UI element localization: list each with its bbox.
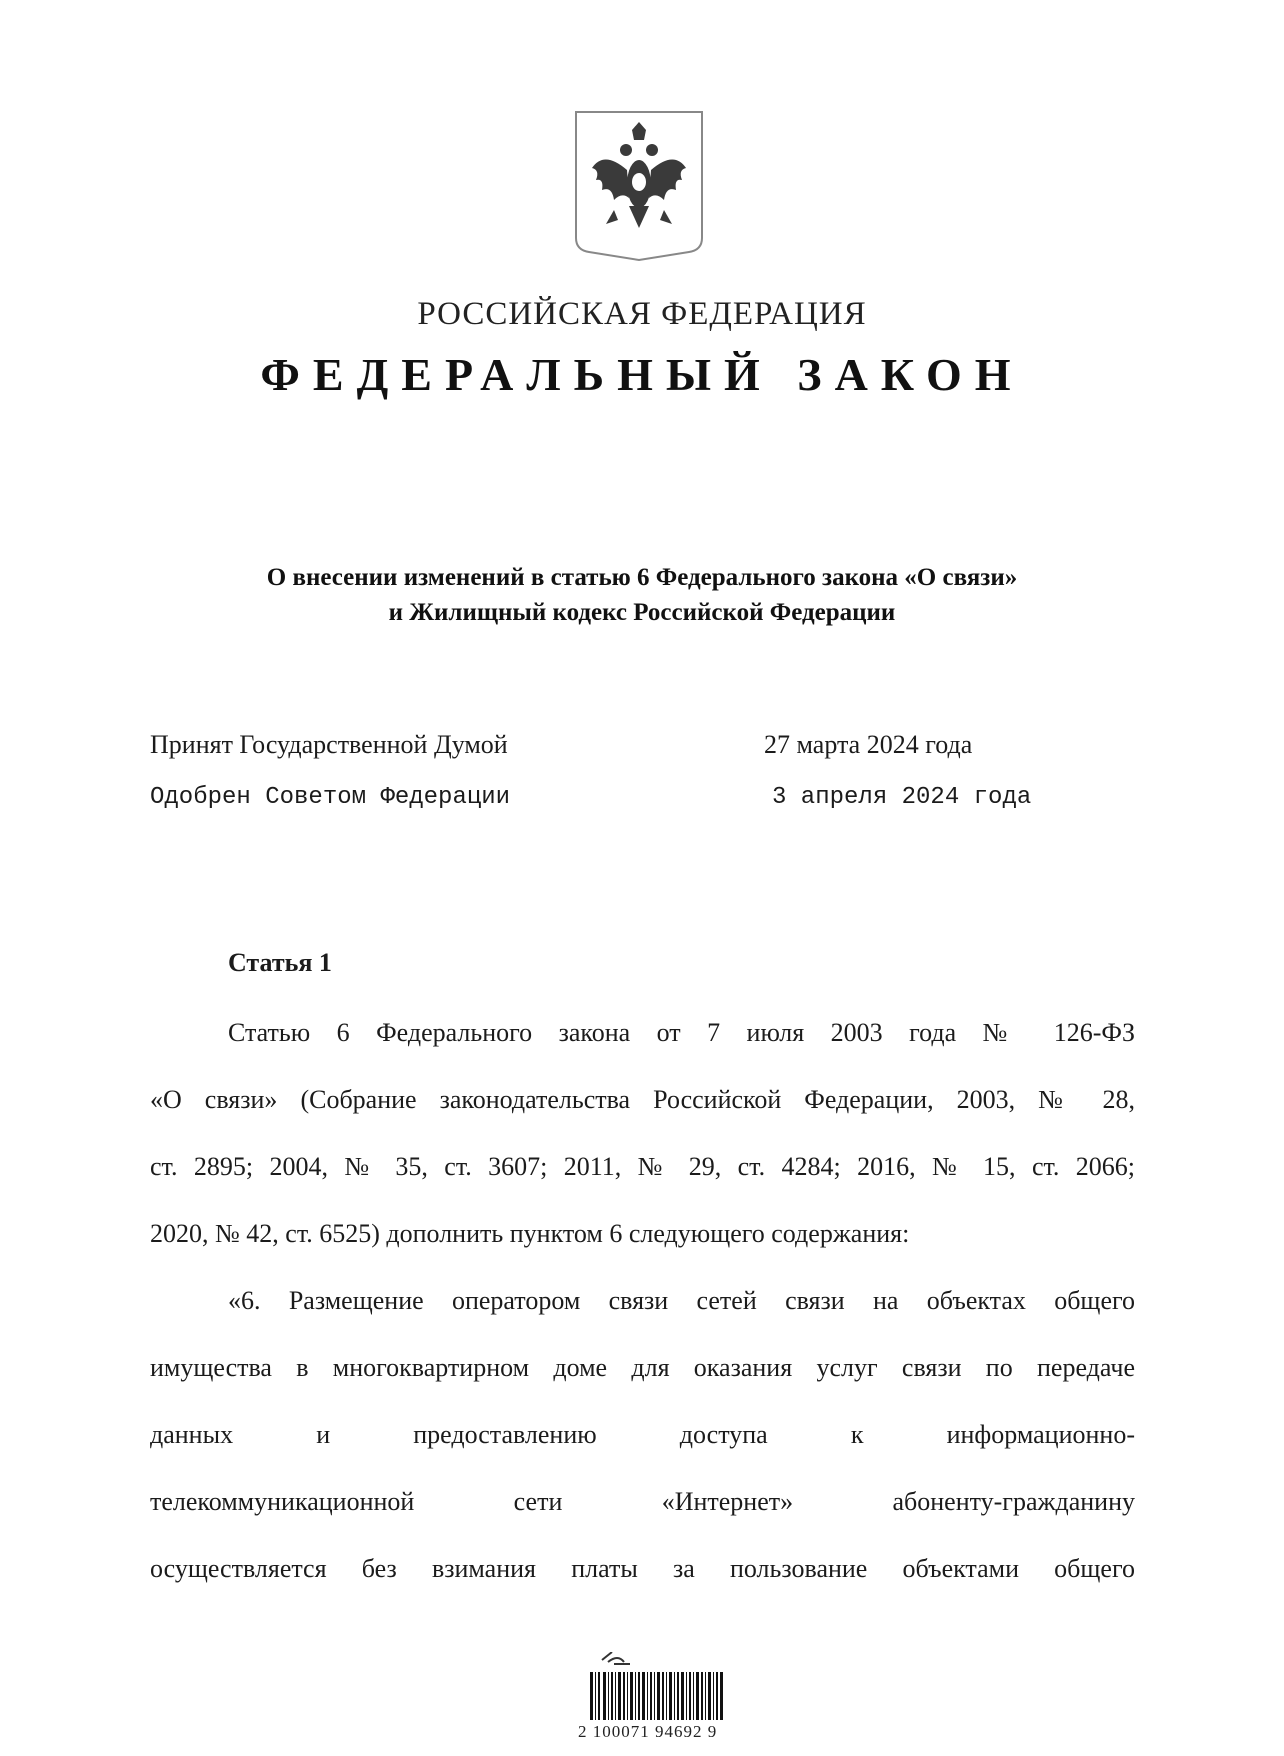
article-1-line: 2020, № 42, ст. 6525) дополнить пунктом 6 следующего содержания: (150, 1219, 910, 1248)
duma-adoption-label: Принят Государственной Думой (150, 730, 508, 759)
article-1-line: Статью 6 Федерального закона от 7 июля 2003 года № 126-ФЗ (228, 1018, 1135, 1047)
barcode-number: 2 100071 94692 9 (578, 1722, 718, 1741)
article-1-line: осуществляется без взимания платы за пользование объектами общего (150, 1554, 1135, 1583)
council-approval-date: 3 апреля 2024 года (772, 784, 1032, 811)
state-emblem-icon (574, 110, 704, 266)
article-1-line: имущества в многоквартирном доме для оказания услуг связи по передаче (150, 1353, 1135, 1382)
document-type: ФЕДЕРАЛЬНЫЙ ЗАКОН (260, 349, 1024, 400)
law-title-line-2: и Жилищный кодекс Российской Федерации (388, 599, 896, 626)
law-title (100, 560, 1184, 630)
article-1-line: данных и предоставлению доступа к информационно- (150, 1420, 1135, 1449)
country-name: РОССИЙСКАЯ ФЕДЕРАЦИЯ (417, 296, 867, 332)
article-1-line: «О связи» (Собрание законодательства Российской Федерации, 2003, № 28, (150, 1085, 1135, 1114)
law-title-line-1: О внесении изменений в статью 6 Федерального закона «О связи» (266, 564, 1018, 591)
duma-adoption-date: 27 марта 2024 года (764, 730, 973, 759)
article-1-line: ст. 2895; 2004, № 35, ст. 3607; 2011, № 29, ст. 4284; 2016, № 15, ст. 2066; (150, 1152, 1135, 1181)
article-1-line: телекоммуникационной сети «Интернет» абоненту-гражданину (150, 1487, 1135, 1516)
article-1-heading: Статья 1 (228, 948, 332, 977)
council-approval-label: Одобрен Советом Федерации (150, 784, 511, 811)
article-1-line: «6. Размещение оператором связи сетей связи на объектах общего (228, 1286, 1135, 1315)
